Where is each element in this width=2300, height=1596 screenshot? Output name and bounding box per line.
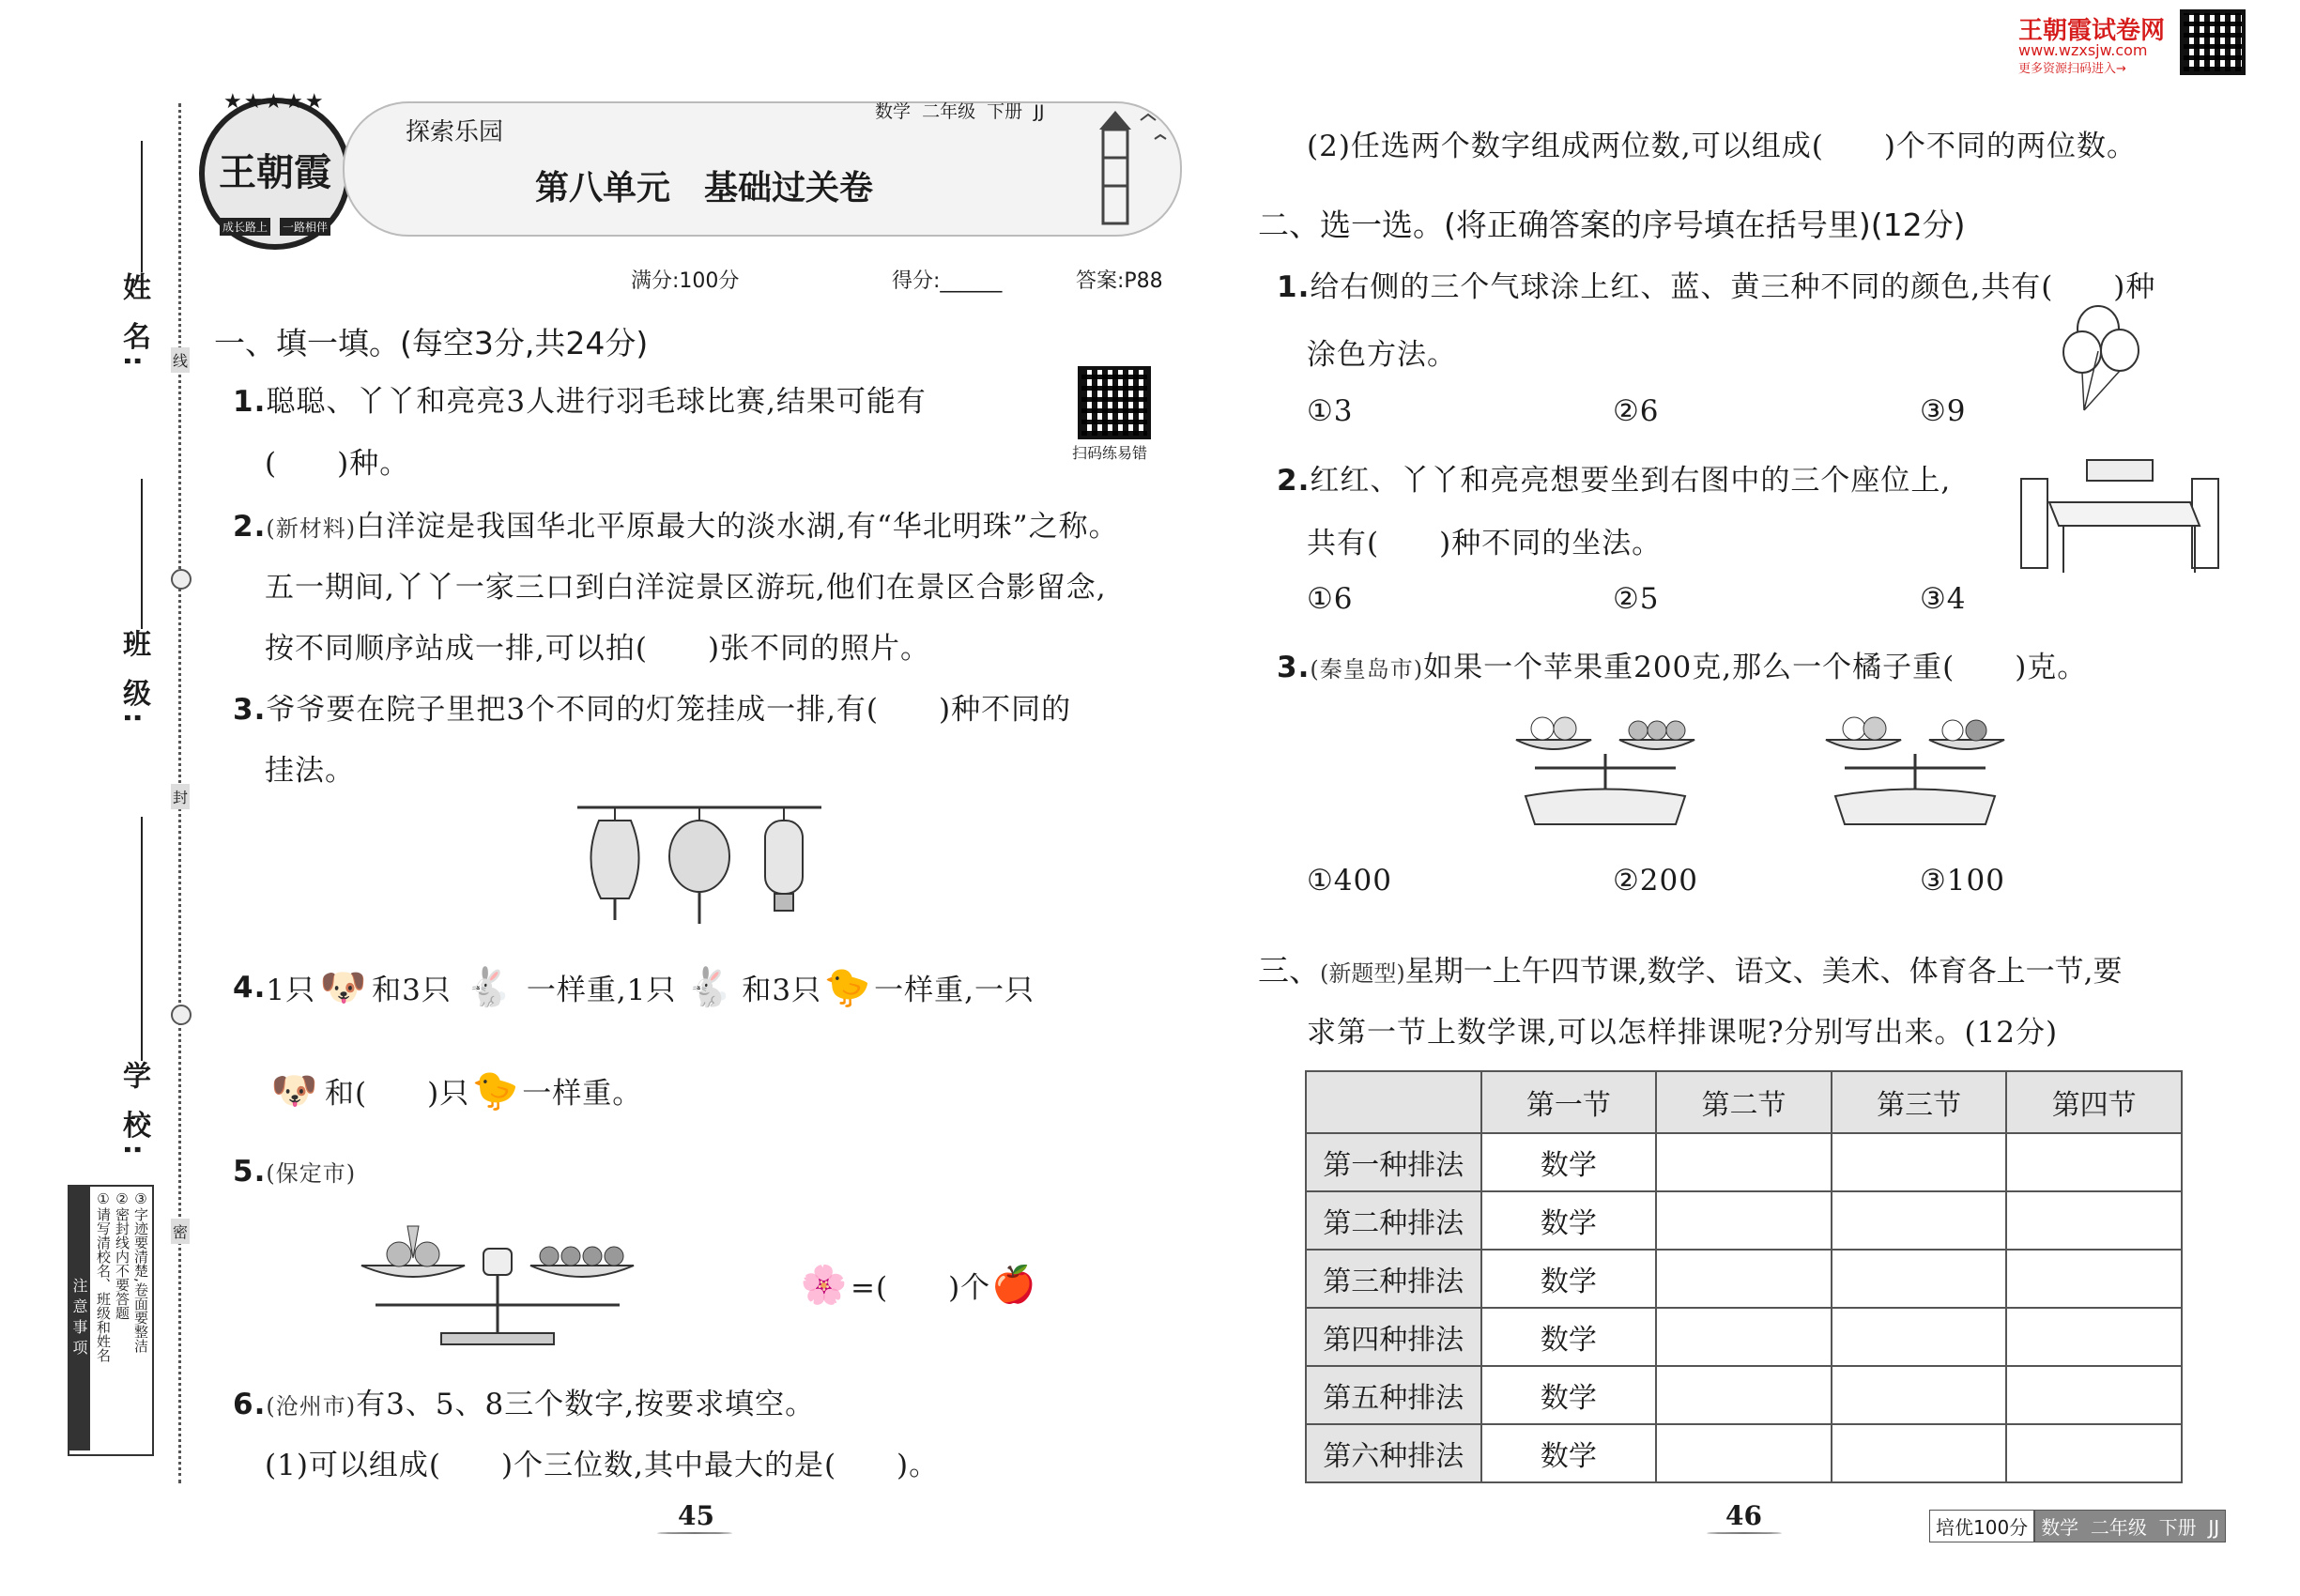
footer-series-info: 数学 二年级 下册 JJ	[2034, 1510, 2226, 1542]
s2-q1-line1: 给右侧的三个气球涂上红、蓝、黄三种不同的颜色,共有( )种	[1310, 270, 2156, 304]
s2-q3-number: 3.	[1277, 651, 1311, 684]
q3	[233, 685, 1071, 728]
q4-text-d: 和3只	[742, 974, 822, 1007]
apple-icon: 🍎	[991, 1264, 1037, 1305]
s2-q1-opt3[interactable]: ③9	[1920, 394, 1967, 428]
balance-scale-illustration	[357, 1220, 638, 1352]
table-chairs-icon	[2016, 455, 2223, 577]
dragonfruit-icon: 🌸	[800, 1264, 849, 1307]
answer-cell[interactable]	[2006, 1133, 2182, 1191]
s2-q1-opt1[interactable]: ①3	[1307, 394, 1354, 428]
section-3-line2: 求第一节上数学课,可以怎样排课呢?分别写出来。(12分)	[1307, 1016, 2059, 1050]
q2-number: 2.	[233, 510, 267, 544]
cut-mark-seal: 封	[171, 784, 190, 809]
lighthouse-icon	[1075, 101, 1178, 233]
dog-icon: 🐶	[319, 966, 368, 1009]
s2-q3-opt1[interactable]: ①400	[1307, 864, 1392, 898]
lantern-3-icon	[765, 807, 803, 911]
logo-stars: ★★★★★	[223, 90, 326, 114]
q4-text-g: 一样重。	[522, 1077, 643, 1111]
q2	[233, 502, 1119, 545]
s2-q2-opt2[interactable]: ②5	[1613, 582, 1660, 616]
q2-line1: 白洋淀是我国华北平原最大的淡水湖,有“华北明珠”之称。	[356, 510, 1119, 544]
qr-caption: 扫码练易错	[1072, 444, 1148, 462]
q4-text-c: 一样重,1只	[526, 974, 677, 1007]
site-qr-code[interactable]	[2180, 9, 2246, 75]
schedule-table	[1305, 1070, 2183, 1483]
q5-number: 5.	[233, 1155, 267, 1189]
answer-cell[interactable]	[1656, 1250, 1832, 1308]
answer-cell[interactable]	[1656, 1191, 1832, 1250]
logo-slogan-2: 一路相伴	[280, 218, 330, 236]
site-url: www.wzxsjw.com	[2018, 41, 2148, 59]
footer-series: 培优100分	[1929, 1510, 2034, 1542]
q2-line3: 按不同顺序站成一排,可以拍( )张不同的照片。	[265, 632, 931, 666]
q6-tag: (沧州市)	[266, 1393, 357, 1420]
s2-q2-opt3[interactable]: ③4	[1920, 582, 1967, 616]
answer-cell[interactable]	[2006, 1250, 2182, 1308]
page-number-right-swash	[1707, 1532, 1782, 1534]
notice-box	[68, 1185, 154, 1456]
table-header-period-2: 第二节	[1656, 1071, 1832, 1133]
row-label: 第六种排法	[1306, 1424, 1481, 1482]
lantern-2-icon	[669, 807, 729, 924]
table-header-period-3: 第三节	[1832, 1071, 2007, 1133]
page-number-left-swash	[657, 1532, 732, 1534]
page-number-right: 46	[1725, 1500, 1762, 1531]
s2-q3-opt2[interactable]: ②200	[1613, 864, 1698, 898]
q4-text-e: 一样重,一只	[874, 974, 1035, 1007]
q5	[233, 1155, 356, 1189]
table-row	[1306, 1250, 2182, 1308]
row-label: 第一种排法	[1306, 1133, 1481, 1191]
answer-cell[interactable]	[1656, 1133, 1832, 1191]
cell-period-1: 数学	[1481, 1366, 1657, 1424]
q6-part2: (2)任选两个数字组成两位数,可以组成( )个不同的两位数。	[1307, 130, 2137, 163]
answer-cell[interactable]	[2006, 1366, 2182, 1424]
notice-title: 注意事项	[69, 1187, 90, 1450]
answer-cell[interactable]	[2006, 1308, 2182, 1366]
cell-period-1: 数学	[1481, 1308, 1657, 1366]
q1-number: 1.	[233, 385, 267, 419]
s2-q1	[1277, 263, 2155, 305]
q3-number: 3.	[233, 693, 267, 727]
q6-part1: (1)可以组成( )个三位数,其中最大的是( )。	[265, 1449, 940, 1482]
class-field-label: 班 级:	[117, 629, 150, 729]
table-row	[1306, 1191, 2182, 1250]
q3-line2: 挂法。	[265, 754, 355, 788]
q4-line2	[265, 1068, 642, 1113]
footer-series-badge	[1929, 1510, 2226, 1542]
table-header-period-1: 第一节	[1481, 1071, 1657, 1133]
s2-q1-line2: 涂色方法。	[1307, 338, 1457, 372]
answer-cell[interactable]	[1656, 1308, 1832, 1366]
q1-line1: 聪聪、丫丫和亮亮3人进行羽毛球比赛,结果可能有	[266, 385, 927, 419]
balloons-icon	[2056, 305, 2150, 418]
q2-line2: 五一期间,丫丫一家三口到白洋淀景区游玩,他们在景区合影留念,	[265, 571, 1107, 605]
q4-text-f: 和( )只	[325, 1077, 470, 1111]
row-label: 第四种排法	[1306, 1308, 1481, 1366]
row-label: 第三种排法	[1306, 1250, 1481, 1308]
name-line	[141, 141, 143, 272]
cut-mark-line: 线	[171, 347, 190, 373]
binding-margin	[0, 0, 188, 1596]
q4	[233, 965, 1035, 1009]
cell-period-1: 数学	[1481, 1133, 1657, 1191]
s2-q3-tag: (秦皇岛市)	[1310, 656, 1424, 683]
table-header-period-4: 第四节	[2006, 1071, 2182, 1133]
chick-icon: 🐤	[823, 966, 872, 1009]
answer-cell[interactable]	[1832, 1366, 2007, 1424]
q1-line2: ( )种。	[265, 447, 410, 481]
cut-mark-secret: 密	[171, 1219, 190, 1244]
s2-q1-number: 1.	[1277, 270, 1311, 304]
table-row	[1306, 1424, 2182, 1482]
q1	[233, 377, 927, 420]
section-tag: 探索乐园	[406, 118, 504, 146]
site-title: 王朝霞试卷网	[2018, 17, 2166, 45]
class-line	[141, 479, 143, 629]
table-header-corner	[1306, 1071, 1481, 1133]
notice-item-3: ③字迹要清楚,卷面要整洁	[132, 1190, 149, 1353]
lanterns-illustration	[573, 800, 826, 927]
q4-number: 4.	[233, 970, 267, 1005]
s2-q3-opt3[interactable]: ③100	[1920, 864, 2005, 898]
name-field-label: 姓 名:	[117, 272, 150, 373]
full-score: 满分:100分	[631, 269, 740, 293]
s2-q2-line1: 红红、丫丫和亮亮想要坐到右图中的三个座位上,	[1310, 464, 1952, 498]
brand-logo	[199, 90, 351, 250]
rabbit-icon-2: 🐇	[685, 966, 733, 1009]
section-3-prefix: 三、	[1258, 952, 1320, 989]
s2-q3	[1277, 643, 2087, 685]
q6	[233, 1380, 815, 1422]
page-title: 第八单元 基础过关卷	[535, 169, 874, 207]
subject-info: 数学 二年级 下册 JJ	[875, 101, 1045, 122]
s2-q2	[1277, 456, 1951, 499]
section-1-heading: 一、填一填。(每空3分,共24分)	[214, 325, 649, 361]
school-line	[141, 817, 143, 1061]
site-sub: 更多资源扫码进入→	[2018, 62, 2126, 76]
punch-hole-1	[171, 569, 192, 590]
logo-text: 王朝霞	[219, 150, 331, 194]
cell-period-1: 数学	[1481, 1250, 1657, 1308]
page-number-left: 45	[678, 1500, 714, 1531]
q4-text-b: 和3只	[372, 974, 452, 1007]
punch-hole-2	[171, 1005, 192, 1025]
answer-cell[interactable]	[2006, 1191, 2182, 1250]
lantern-1-icon	[590, 807, 638, 920]
table-row	[1306, 1133, 2182, 1191]
s2-q2-line2: 共有( )种不同的坐法。	[1307, 527, 1663, 560]
table-row	[1306, 1366, 2182, 1424]
q5-equation	[798, 1263, 1037, 1307]
dog-icon-2: 🐶	[270, 1069, 319, 1113]
cell-period-1: 数学	[1481, 1424, 1657, 1482]
section-2-heading: 二、选一选。(将正确答案的序号填在括号里)(12分)	[1258, 207, 1966, 243]
q5-eq-text: =( )个	[851, 1271, 991, 1305]
scale-apples-oranges-2	[1817, 702, 2014, 834]
answer-cell[interactable]	[1656, 1424, 1832, 1482]
answer-cell[interactable]	[1832, 1250, 2007, 1308]
answer-cell[interactable]	[1832, 1424, 2007, 1482]
error-practice-qr[interactable]	[1078, 366, 1151, 439]
q4-text-a: 1只	[266, 974, 316, 1007]
q6-number: 6.	[233, 1388, 267, 1421]
answer-ref: 答案:P88	[1076, 269, 1163, 293]
q5-tag: (保定市)	[266, 1160, 357, 1187]
s2-q2-opt1[interactable]: ①6	[1307, 582, 1354, 616]
table-row	[1306, 1308, 2182, 1366]
s2-q3-line1: 如果一个苹果重200克,那么一个橘子重( )克。	[1423, 651, 2088, 684]
s2-q1-opt2[interactable]: ②6	[1613, 394, 1660, 428]
section-3-line1: 星期一上午四节课,数学、语文、美术、体育各上一节,要	[1404, 955, 2123, 989]
s2-q2-number: 2.	[1277, 464, 1311, 498]
answer-cell[interactable]	[1832, 1133, 2007, 1191]
table-header-row	[1306, 1071, 2182, 1133]
q2-tag: (新材料)	[266, 515, 357, 542]
q6-line1: 有3、5、8三个数字,按要求填空。	[356, 1388, 816, 1421]
answer-cell[interactable]	[1832, 1191, 2007, 1250]
answer-cell[interactable]	[1832, 1308, 2007, 1366]
section-3-heading	[1258, 946, 2122, 990]
answer-cell[interactable]	[2006, 1424, 2182, 1482]
chick-icon-2: 🐤	[471, 1069, 520, 1113]
notice-item-2: ②密封线内不要答题	[114, 1190, 130, 1320]
school-field-label: 学 校:	[117, 1061, 150, 1161]
cell-period-1: 数学	[1481, 1191, 1657, 1250]
row-label: 第二种排法	[1306, 1191, 1481, 1250]
score-field: 得分:______	[892, 269, 1003, 293]
scale-apples-oranges-1	[1507, 702, 1704, 834]
q3-line1: 爷爷要在院子里把3个不同的灯笼挂成一排,有( )种不同的	[266, 693, 1072, 727]
answer-cell[interactable]	[1656, 1366, 1832, 1424]
notice-item-1: ①请写清校名、班级和姓名	[95, 1190, 112, 1362]
rabbit-icon: 🐇	[465, 966, 514, 1009]
logo-slogan-1: 成长路上	[220, 218, 270, 236]
row-label: 第五种排法	[1306, 1366, 1481, 1424]
section-3-tag: (新题型)	[1320, 960, 1405, 987]
